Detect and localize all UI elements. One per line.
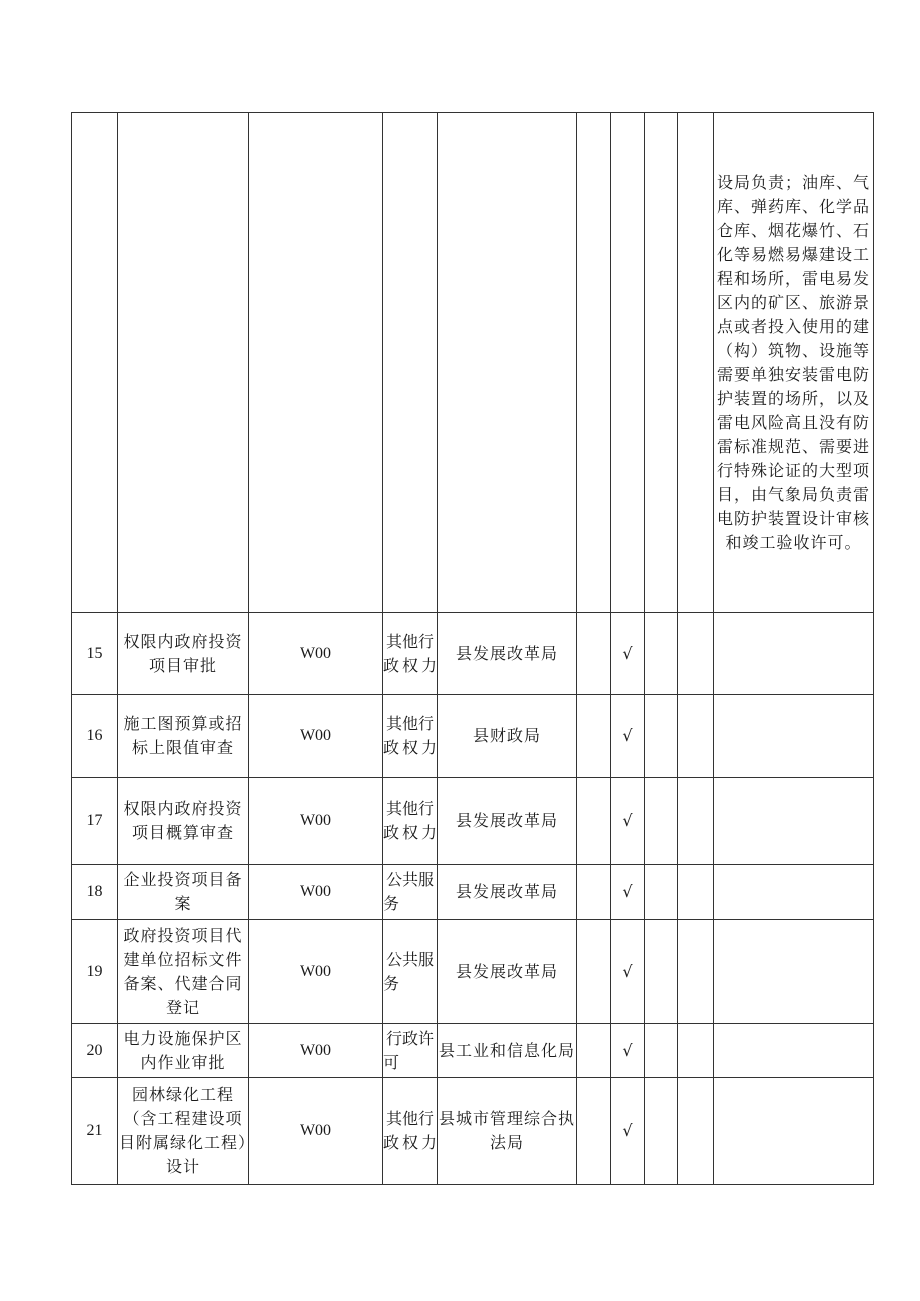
item-name: 政府投资项目代建单位招标文件备案、代建合同登记: [118, 920, 249, 1024]
item-name: 施工图预算或招标上限值审查: [118, 695, 249, 778]
department: 县发展改革局: [438, 865, 577, 920]
item-code: W00: [249, 1078, 383, 1185]
matters-table: [71, 112, 874, 1185]
item-name: 企业投资项目备案: [118, 865, 249, 920]
power-type: 行政许可: [383, 1024, 438, 1078]
table-row: [72, 695, 874, 778]
department: 县发展改革局: [438, 920, 577, 1024]
department: 县工业和信息化局: [438, 1024, 577, 1078]
row-number: 21: [72, 1078, 118, 1185]
table-row-continued: [72, 113, 874, 613]
power-type: 其他行政权力: [383, 695, 438, 778]
item-name: 权限内政府投资项目概算审查: [118, 778, 249, 865]
remarks-cell: 设局负责；油库、气库、弹药库、化学品仓库、烟花爆竹、石化等易燃易爆建设工程和场所，雷电易发区内的矿区、旅游景点或者投入使用的建（构）筑物、设施等需要单独安装雷电防护装置的场所，以及雷电风险高且没有防雷标准规范、需要进行特殊论证的大型项目，由气象局负责雷电防护装置设计审核和竣工验收许可。: [714, 113, 874, 613]
item-name: 园林绿化工程（含工程建设项目附属绿化工程）设计: [118, 1078, 249, 1185]
table-row: [72, 920, 874, 1024]
item-code: W00: [249, 695, 383, 778]
checkmark: √: [611, 1078, 645, 1185]
item-code: W00: [249, 778, 383, 865]
power-type: 公共服务: [383, 920, 438, 1024]
table-row: [72, 865, 874, 920]
item-code: W00: [249, 1024, 383, 1078]
item-name: 权限内政府投资项目审批: [118, 613, 249, 695]
power-type: 其他行政权力: [383, 1078, 438, 1185]
table-row: [72, 613, 874, 695]
row-number: 15: [72, 613, 118, 695]
row-number: 18: [72, 865, 118, 920]
row-number: 16: [72, 695, 118, 778]
row-number: 19: [72, 920, 118, 1024]
power-type: 其他行政权力: [383, 778, 438, 865]
item-code: W00: [249, 920, 383, 1024]
checkmark: √: [611, 920, 645, 1024]
checkmark: √: [611, 613, 645, 695]
item-code: W00: [249, 865, 383, 920]
row-number: 17: [72, 778, 118, 865]
row-number: 20: [72, 1024, 118, 1078]
table-row: [72, 778, 874, 865]
power-type: 公共服务: [383, 865, 438, 920]
checkmark: √: [611, 778, 645, 865]
checkmark: √: [611, 865, 645, 920]
power-type: 其他行政权力: [383, 613, 438, 695]
department: 县发展改革局: [438, 778, 577, 865]
item-name: 电力设施保护区内作业审批: [118, 1024, 249, 1078]
table-row: [72, 1078, 874, 1185]
table-row: [72, 1024, 874, 1078]
department: 县城市管理综合执法局: [438, 1078, 577, 1185]
item-code: W00: [249, 613, 383, 695]
checkmark: √: [611, 1024, 645, 1078]
checkmark: √: [611, 695, 645, 778]
department: 县发展改革局: [438, 613, 577, 695]
department: 县财政局: [438, 695, 577, 778]
